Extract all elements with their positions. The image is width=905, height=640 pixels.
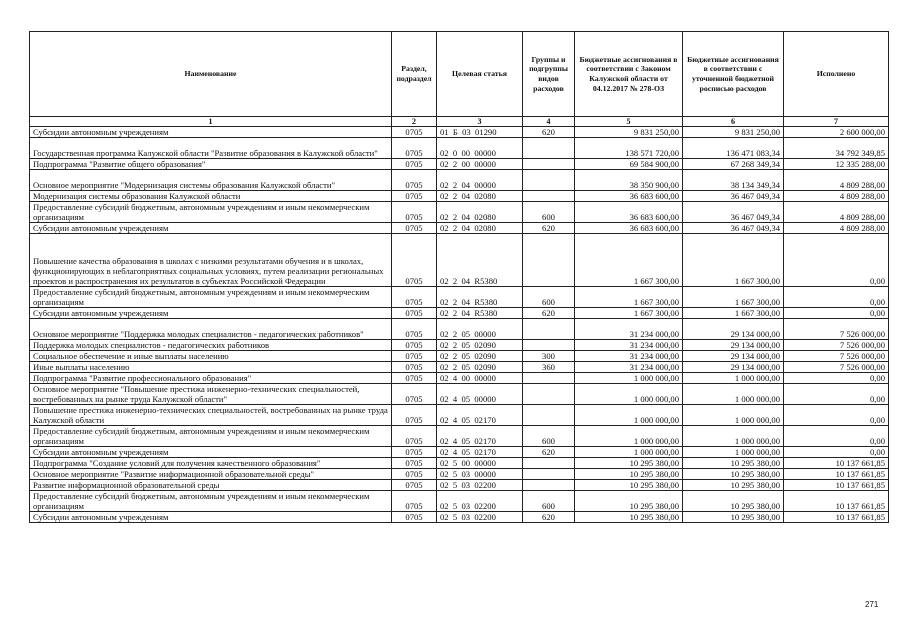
row-refined-allocation-cell: 10 295 380,00 — [683, 457, 784, 468]
table-row — [30, 202, 889, 223]
row-section-cell: 0705 — [392, 350, 437, 361]
row-name-cell: Развитие информационной образовательной среды — [30, 479, 392, 490]
row-executed-cell: 12 335 288,00 — [784, 159, 889, 170]
row-group-cell: 620 — [523, 307, 575, 318]
row-executed-cell: 10 137 661,85 — [784, 511, 889, 522]
row-name-cell: Основное мероприятие "Повышение престижа инженерно-технических специальностей, востребованных на рынке труда Калужской области" — [30, 383, 392, 404]
row-group-cell — [523, 170, 575, 191]
row-refined-allocation-cell: 1 667 300,00 — [683, 234, 784, 287]
table-row — [30, 468, 889, 479]
row-section-cell: 0705 — [392, 479, 437, 490]
row-article-cell: 02 2 05 02090 — [437, 350, 523, 361]
table-row — [30, 490, 889, 511]
row-law-allocation-cell: 36 683 600,00 — [575, 191, 683, 202]
row-group-cell — [523, 372, 575, 383]
row-group-cell — [523, 383, 575, 404]
row-name-cell: Субсидии автономным учреждениям — [30, 223, 392, 234]
row-name-cell: Повышение престижа инженерно-технических специальностей, востребованных на рынке труда Калужской области — [30, 404, 392, 425]
row-section-cell: 0705 — [392, 404, 437, 425]
row-name-cell: Государственная программа Калужской области "Развитие образования в Калужской области" — [30, 138, 392, 159]
row-group-cell — [523, 479, 575, 490]
row-name-cell: Субсидии автономным учреждениям — [30, 446, 392, 457]
row-name-cell: Поддержка молодых специалистов - педагогических работников — [30, 339, 392, 350]
row-law-allocation-cell: 36 683 600,00 — [575, 223, 683, 234]
row-law-allocation-cell: 1 667 300,00 — [575, 307, 683, 318]
row-group-cell: 360 — [523, 361, 575, 372]
row-law-allocation-cell: 10 295 380,00 — [575, 468, 683, 479]
table-row — [30, 170, 889, 191]
row-article-cell: 02 5 00 00000 — [437, 457, 523, 468]
row-law-allocation-cell: 10 295 380,00 — [575, 511, 683, 522]
header-refined-allocation: Бюджетные ассигнования в соответствии с уточненной бюджетной росписью расходов — [683, 32, 784, 117]
row-name-cell: Предоставление субсидий бюджетным, автономным учреждениям и иным некоммерческим организациям — [30, 202, 392, 223]
table-row — [30, 425, 889, 446]
row-name-cell: Социальное обеспечение и иные выплаты населению — [30, 350, 392, 361]
row-article-cell: 02 2 05 00000 — [437, 318, 523, 339]
row-executed-cell: 7 526 000,00 — [784, 350, 889, 361]
row-group-cell — [523, 191, 575, 202]
row-law-allocation-cell: 1 000 000,00 — [575, 404, 683, 425]
row-section-cell: 0705 — [392, 339, 437, 350]
header-name: Наименование — [30, 32, 392, 117]
row-executed-cell: 0,00 — [784, 404, 889, 425]
row-article-cell: 02 4 00 00000 — [437, 372, 523, 383]
row-section-cell: 0705 — [392, 425, 437, 446]
row-group-cell: 600 — [523, 425, 575, 446]
row-section-cell: 0705 — [392, 446, 437, 457]
row-law-allocation-cell: 31 234 000,00 — [575, 361, 683, 372]
row-group-cell: 600 — [523, 490, 575, 511]
row-article-cell: 02 5 03 00000 — [437, 468, 523, 479]
row-refined-allocation-cell: 10 295 380,00 — [683, 490, 784, 511]
row-refined-allocation-cell: 67 268 349,34 — [683, 159, 784, 170]
table-row — [30, 372, 889, 383]
row-group-cell — [523, 234, 575, 287]
table-header — [30, 32, 889, 127]
row-group-cell: 620 — [523, 223, 575, 234]
header-expense-group: Группы и подгруппы видов расходов — [523, 32, 575, 117]
row-section-cell: 0705 — [392, 511, 437, 522]
row-section-cell: 0705 — [392, 361, 437, 372]
table-row — [30, 159, 889, 170]
row-law-allocation-cell: 10 295 380,00 — [575, 457, 683, 468]
row-executed-cell: 7 526 000,00 — [784, 318, 889, 339]
row-name-cell: Иные выплаты населению — [30, 361, 392, 372]
row-law-allocation-cell: 31 234 000,00 — [575, 350, 683, 361]
row-article-cell: 02 2 04 00000 — [437, 170, 523, 191]
row-executed-cell: 4 809 288,00 — [784, 202, 889, 223]
row-article-cell: 02 2 04 02080 — [437, 202, 523, 223]
row-section-cell: 0705 — [392, 191, 437, 202]
row-refined-allocation-cell: 136 471 083,34 — [683, 138, 784, 159]
row-executed-cell: 10 137 661,85 — [784, 457, 889, 468]
row-law-allocation-cell: 9 831 250,00 — [575, 127, 683, 138]
table-row — [30, 511, 889, 522]
budget-table — [29, 31, 889, 523]
row-article-cell: 02 2 04 R5380 — [437, 307, 523, 318]
table-row — [30, 350, 889, 361]
row-name-cell: Предоставление субсидий бюджетным, автономным учреждениям и иным некоммерческим организациям — [30, 425, 392, 446]
row-refined-allocation-cell: 10 295 380,00 — [683, 468, 784, 479]
row-executed-cell: 4 809 288,00 — [784, 170, 889, 191]
row-name-cell: Подпрограмма "Развитие профессионального образования" — [30, 372, 392, 383]
row-law-allocation-cell: 10 295 380,00 — [575, 479, 683, 490]
row-executed-cell: 10 137 661,85 — [784, 468, 889, 479]
row-refined-allocation-cell: 9 831 250,00 — [683, 127, 784, 138]
row-article-cell: 02 2 05 02090 — [437, 339, 523, 350]
table-row — [30, 138, 889, 159]
row-section-cell: 0705 — [392, 234, 437, 287]
row-executed-cell: 0,00 — [784, 307, 889, 318]
row-article-cell: 02 0 00 00000 — [437, 138, 523, 159]
row-law-allocation-cell: 36 683 600,00 — [575, 202, 683, 223]
row-group-cell: 620 — [523, 127, 575, 138]
row-section-cell: 0705 — [392, 383, 437, 404]
row-executed-cell: 4 809 288,00 — [784, 191, 889, 202]
row-group-cell — [523, 138, 575, 159]
row-name-cell: Предоставление субсидий бюджетным, автономным учреждениям и иным некоммерческим организациям — [30, 490, 392, 511]
row-article-cell: 02 2 04 02080 — [437, 223, 523, 234]
row-executed-cell: 0,00 — [784, 446, 889, 457]
table-row — [30, 234, 889, 287]
row-refined-allocation-cell: 1 000 000,00 — [683, 383, 784, 404]
row-group-cell — [523, 457, 575, 468]
row-refined-allocation-cell: 1 667 300,00 — [683, 307, 784, 318]
row-law-allocation-cell: 1 667 300,00 — [575, 234, 683, 287]
row-law-allocation-cell: 31 234 000,00 — [575, 339, 683, 350]
table-body — [30, 127, 889, 523]
row-section-cell: 0705 — [392, 286, 437, 307]
table-row — [30, 286, 889, 307]
row-group-cell: 600 — [523, 202, 575, 223]
row-article-cell: 02 5 03 02200 — [437, 479, 523, 490]
row-executed-cell: 0,00 — [784, 234, 889, 287]
row-group-cell — [523, 318, 575, 339]
table-row — [30, 383, 889, 404]
row-name-cell: Основное мероприятие "Развитие информационной образовательной среды" — [30, 468, 392, 479]
row-refined-allocation-cell: 38 134 349,34 — [683, 170, 784, 191]
row-law-allocation-cell: 1 000 000,00 — [575, 425, 683, 446]
row-article-cell: 02 5 03 02200 — [437, 490, 523, 511]
column-number: 3 — [437, 117, 523, 127]
row-name-cell: Субсидии автономным учреждениям — [30, 307, 392, 318]
header-target-article: Целевая статья — [437, 32, 523, 117]
table-row — [30, 127, 889, 138]
row-article-cell: 02 4 05 02170 — [437, 404, 523, 425]
row-section-cell: 0705 — [392, 468, 437, 479]
row-executed-cell: 4 809 288,00 — [784, 223, 889, 234]
row-group-cell — [523, 468, 575, 479]
row-refined-allocation-cell: 36 467 049,34 — [683, 191, 784, 202]
table-row — [30, 404, 889, 425]
row-law-allocation-cell: 1 667 300,00 — [575, 286, 683, 307]
table-row — [30, 446, 889, 457]
table-row — [30, 318, 889, 339]
row-refined-allocation-cell: 29 134 000,00 — [683, 318, 784, 339]
row-group-cell: 620 — [523, 446, 575, 457]
column-number: 7 — [784, 117, 889, 127]
row-group-cell: 600 — [523, 286, 575, 307]
column-number: 6 — [683, 117, 784, 127]
row-article-cell: 02 2 00 00000 — [437, 159, 523, 170]
row-law-allocation-cell: 69 584 900,00 — [575, 159, 683, 170]
row-name-cell: Основное мероприятие "Поддержка молодых специалистов - педагогических работников" — [30, 318, 392, 339]
row-refined-allocation-cell: 1 000 000,00 — [683, 446, 784, 457]
row-section-cell: 0705 — [392, 127, 437, 138]
header-section: Раздел, подраздел — [392, 32, 437, 117]
row-article-cell: 02 2 04 R5380 — [437, 286, 523, 307]
row-section-cell: 0705 — [392, 372, 437, 383]
row-article-cell: 02 4 05 02170 — [437, 446, 523, 457]
row-executed-cell: 2 600 000,00 — [784, 127, 889, 138]
row-name-cell: Подпрограмма "Создание условий для получения качественного образования" — [30, 457, 392, 468]
row-executed-cell: 0,00 — [784, 286, 889, 307]
row-section-cell: 0705 — [392, 170, 437, 191]
row-executed-cell: 0,00 — [784, 383, 889, 404]
row-executed-cell: 34 792 349,85 — [784, 138, 889, 159]
row-group-cell — [523, 404, 575, 425]
row-article-cell: 02 5 03 02200 — [437, 511, 523, 522]
row-name-cell: Предоставление субсидий бюджетным, автономным учреждениям и иным некоммерческим организациям — [30, 286, 392, 307]
header-executed: Исполнено — [784, 32, 889, 117]
row-article-cell: 01 Б 03 01290 — [437, 127, 523, 138]
row-section-cell: 0705 — [392, 202, 437, 223]
row-article-cell: 02 4 05 00000 — [437, 383, 523, 404]
row-refined-allocation-cell: 36 467 049,34 — [683, 223, 784, 234]
row-name-cell: Модернизация системы образования Калужской области — [30, 191, 392, 202]
row-refined-allocation-cell: 29 134 000,00 — [683, 339, 784, 350]
row-group-cell — [523, 159, 575, 170]
row-refined-allocation-cell: 1 667 300,00 — [683, 286, 784, 307]
row-section-cell: 0705 — [392, 307, 437, 318]
row-refined-allocation-cell: 10 295 380,00 — [683, 479, 784, 490]
row-article-cell: 02 4 05 02170 — [437, 425, 523, 446]
row-refined-allocation-cell: 10 295 380,00 — [683, 511, 784, 522]
row-refined-allocation-cell: 36 467 049,34 — [683, 202, 784, 223]
table-row — [30, 339, 889, 350]
row-section-cell: 0705 — [392, 490, 437, 511]
row-name-cell: Основное мероприятие "Модернизация системы образования Калужской области" — [30, 170, 392, 191]
row-refined-allocation-cell: 1 000 000,00 — [683, 404, 784, 425]
table-row — [30, 223, 889, 234]
column-number: 4 — [523, 117, 575, 127]
row-executed-cell: 10 137 661,85 — [784, 479, 889, 490]
row-executed-cell: 7 526 000,00 — [784, 361, 889, 372]
row-law-allocation-cell: 10 295 380,00 — [575, 490, 683, 511]
row-section-cell: 0705 — [392, 457, 437, 468]
row-name-cell: Подпрограмма "Развитие общего образования" — [30, 159, 392, 170]
page-number: 271 — [865, 600, 879, 609]
row-law-allocation-cell: 38 350 900,00 — [575, 170, 683, 191]
row-executed-cell: 7 526 000,00 — [784, 339, 889, 350]
row-name-cell: Повышение качества образования в школах с низкими результатами обучения и в школах, функционирующих в неблагоприятных социальных условиях, путем реализации региональных проектов и распространения их результатов в субъектах Российской Федерации — [30, 234, 392, 287]
row-executed-cell: 0,00 — [784, 372, 889, 383]
row-group-cell: 300 — [523, 350, 575, 361]
column-number: 1 — [30, 117, 392, 127]
row-article-cell: 02 2 04 02080 — [437, 191, 523, 202]
table-row — [30, 479, 889, 490]
row-section-cell: 0705 — [392, 159, 437, 170]
table-row — [30, 457, 889, 468]
row-section-cell: 0705 — [392, 223, 437, 234]
header-law-allocation: Бюджетные ассигнования в соответствии с Законом Калужской области от 04.12.2017 № 278-ОЗ — [575, 32, 683, 117]
table-row — [30, 361, 889, 372]
column-number: 2 — [392, 117, 437, 127]
row-law-allocation-cell: 1 000 000,00 — [575, 372, 683, 383]
row-law-allocation-cell: 31 234 000,00 — [575, 318, 683, 339]
row-name-cell: Субсидии автономным учреждениям — [30, 127, 392, 138]
row-law-allocation-cell: 138 571 720,00 — [575, 138, 683, 159]
row-law-allocation-cell: 1 000 000,00 — [575, 383, 683, 404]
row-section-cell: 0705 — [392, 138, 437, 159]
row-name-cell: Субсидии автономным учреждениям — [30, 511, 392, 522]
row-article-cell: 02 2 05 02090 — [437, 361, 523, 372]
row-refined-allocation-cell: 29 134 000,00 — [683, 350, 784, 361]
row-article-cell: 02 2 04 R5380 — [437, 234, 523, 287]
table-row — [30, 191, 889, 202]
column-number: 5 — [575, 117, 683, 127]
row-group-cell: 620 — [523, 511, 575, 522]
row-law-allocation-cell: 1 000 000,00 — [575, 446, 683, 457]
row-group-cell — [523, 339, 575, 350]
row-refined-allocation-cell: 1 000 000,00 — [683, 372, 784, 383]
row-executed-cell: 0,00 — [784, 425, 889, 446]
row-refined-allocation-cell: 1 000 000,00 — [683, 425, 784, 446]
table-row — [30, 307, 889, 318]
row-section-cell: 0705 — [392, 318, 437, 339]
row-refined-allocation-cell: 29 134 000,00 — [683, 361, 784, 372]
row-executed-cell: 10 137 661,85 — [784, 490, 889, 511]
